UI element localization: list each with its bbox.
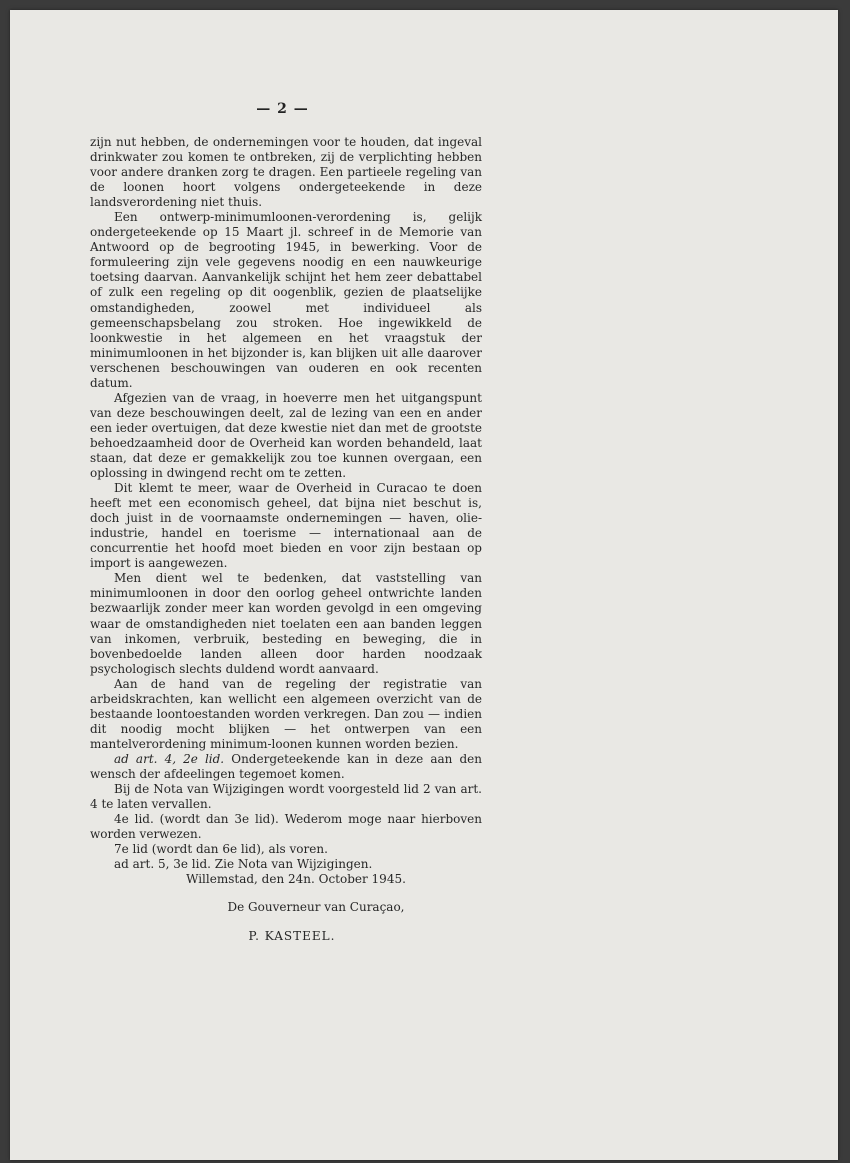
document-page	[10, 10, 838, 1160]
nota-paragraph: Bij de Nota van Wijzigingen wordt voorgesteld lid 2 van art. 4 te laten vervallen.	[90, 782, 482, 812]
article-4-text: Ondergeteekende kan in deze aan den wensch der afdeelingen tegemoet komen.	[90, 751, 482, 781]
paragraph-6: Aan de hand van de regeling der registratie van arbeidskrachten, kan wellicht een algemeen overzicht van de bestaande loontoestanden worden verkregen. Dan zou — indien dit noodig mocht blijken — het ontwerpen van een mantelverordening minimum-loonen kunnen worden bezien.	[90, 676, 482, 751]
lid-4-paragraph: 4e lid. (wordt dan 3e lid). Wederom moge naar hierboven worden verwezen.	[90, 812, 482, 842]
article-4-reference: ad art. 4, 2e lid.	[114, 751, 225, 766]
place-date: Willemstad, den 24n. October 1945.	[186, 872, 406, 886]
signatory-title: De Gouverneur van Curaçao,	[227, 900, 405, 914]
paragraph-3: Afgezien van de vraag, in hoeverre men het uitgangspunt van deze beschouwingen deelt, zal de lezing van een en ander een ieder overtuigen, dat deze kwestie niet dan met de grootste behoedzaamheid door de Overheid kan worden behandeld, laat staan, dat deze er gemakkelijk zou toe kunnen overgaan, een oplossing in dwingend recht om te zetten.	[90, 390, 482, 481]
article-5-paragraph: ad art. 5, 3e lid. Zie Nota van Wijzigingen.	[114, 857, 373, 872]
lid-7-paragraph: 7e lid (wordt dan 6e lid), als voren.	[114, 842, 328, 857]
paragraph-4: Dit klemt te meer, waar de Overheid in Curacao te doen heeft met een economisch geheel, dat bijna niet beschut is, doch juist in de voornaamste ondernemingen — haven, olie-industrie, handel en toerisme — internationaal aan de concurrentie het hoofd moet bieden en voor zijn bestaan op import is aangewezen.	[90, 481, 482, 571]
page-number: — 2 —	[256, 101, 309, 117]
paragraph-2: Een ontwerp-minimumloonen-verordening is, gelijk ondergeteekende op 15 Maart jl. schreef in de Memorie van Antwoord op de begrooting 1945, in bewerking. Voor de formuleering zijn vele gegevens noodig en een nauwkeurige toetsing daarvan. Aanvankelijk schijnt het hem zeer debattabel of zulk een regeling op dit oogenblik, gezien de plaatselijke omstandigheden, zoowel met individueel als gemeenschapsbelang zou stroken. Hoe ingewikkeld de loonkwestie in het algemeen en het vraagstuk der minimumloonen in het bijzonder is, kan blijken uit alle daarover verschenen beschouwingen van ouderen en ook recenten datum.	[90, 210, 482, 390]
paragraph-1: zijn nut hebben, de ondernemingen voor te houden, dat ingeval drinkwater zou komen te ontbreken, zij de verplichting hebben voor andere dranken zorg te dragen. Een partieele regeling van de loonen hoort volgens ondergeteekende in deze landsverordening niet thuis.	[90, 135, 482, 210]
body-text	[90, 135, 482, 872]
paragraph-5: Men dient wel te bedenken, dat vaststelling van minimumloonen in door den oorlog geheel ontwrichte landen bezwaarlijk zonder meer kan worden gevolgd in een omgeving waar de omstandigheden niet toelaten een aan banden leggen van inkomen, verbruik, besteding en beweging, die in bovenbedoelde landen alleen door harden noodzaak psychologisch slechts duldend wordt aanvaard.	[90, 571, 482, 676]
article-4-remark	[90, 752, 482, 782]
signatory-name: P. KASTEEL.	[248, 929, 336, 943]
